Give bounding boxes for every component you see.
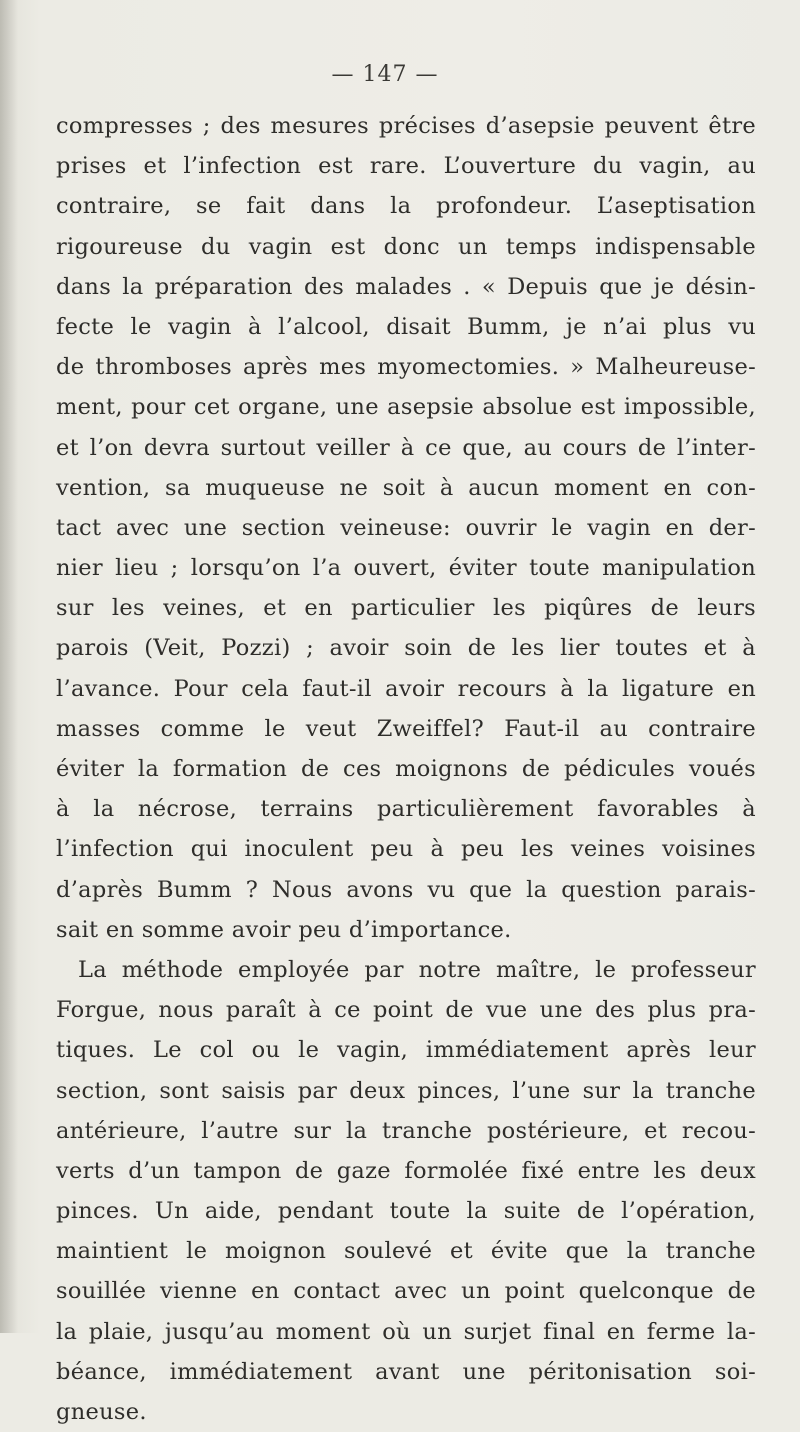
text-line: sur les veines, et en particulier les piqûres de leurs: [56, 595, 756, 622]
text-line: tact avec une section veineuse: ouvrir le vagin en der-: [56, 514, 756, 541]
paragraph-end-line: gneuse.: [56, 1399, 147, 1425]
body-text: [56, 106, 756, 1432]
text-line: l’avance. Pour cela faut-il avoir recours à la ligature en: [56, 675, 756, 702]
text-line: éviter la formation de ces moignons de pédicules voués: [56, 756, 756, 782]
text-line: tiques. Le col ou le vagin, immédiatement après leur: [56, 1037, 756, 1064]
text-line: béance, immédiatement avant une péritonisation soi-: [56, 1358, 756, 1385]
text-line: parois (Veit, Pozzi) ; avoir soin de les lier toutes et à: [56, 635, 756, 662]
text-line: verts d’un tampon de gaze formolée fixé entre les deux: [56, 1157, 756, 1184]
text-line: vention, sa muqueuse ne soit à aucun moment en con-: [56, 474, 756, 501]
text-line: prises et l’infection est rare. L’ouverture du vagin, au: [56, 153, 756, 180]
text-line: maintient le moignon soulevé et évite que la tranche: [56, 1238, 756, 1265]
paragraph-start-line: La méthode employée par notre maître, le professeur: [78, 956, 756, 983]
text-line: contraire, se fait dans la profondeur. L’aseptisation: [56, 193, 756, 220]
page-number: — 147 —: [331, 62, 439, 87]
text-line: dans la préparation des malades . « Depuis que je désin-: [56, 273, 756, 300]
text-line: rigoureuse du vagin est donc un temps indispensable: [56, 233, 756, 260]
text-line: de thromboses après mes myomectomies. » Malheureuse-: [56, 354, 756, 381]
text-line: d’après Bumm ? Nous avons vu que la question parais-: [56, 876, 756, 903]
page-gutter-shadow: [0, 0, 18, 1333]
text-line: Forgue, nous paraît à ce point de vue une des plus pra-: [56, 997, 756, 1024]
text-line: pinces. Un aide, pendant toute la suite de l’opération,: [56, 1198, 756, 1225]
text-line: la plaie, jusqu’au moment où un surjet final en ferme la-: [56, 1318, 756, 1345]
text-line: section, sont saisis par deux pinces, l’une sur la tranche: [56, 1077, 756, 1104]
text-line: à la nécrose, terrains particulièrement favorables à: [56, 796, 756, 823]
text-line: fecte le vagin à l’alcool, disait Bumm, je n’ai plus vu: [56, 313, 756, 340]
text-line: ment, pour cet organe, une asepsie absolue est impossible,: [56, 394, 756, 421]
text-line: souillée vienne en contact avec un point quelconque de: [56, 1278, 756, 1305]
text-line: antérieure, l’autre sur la tranche postérieure, et recou-: [56, 1117, 756, 1144]
text-line: l’infection qui inoculent peu à peu les veines voisines: [56, 836, 756, 863]
text-line: masses comme le veut Zweiffel? Faut-il au contraire: [56, 715, 756, 742]
text-line: et l’on devra surtout veiller à ce que, au cours de l’inter-: [56, 434, 756, 461]
text-line: compresses ; des mesures précises d’asepsie peuvent être: [56, 113, 756, 139]
text-line: nier lieu ; lorsqu’on l’a ouvert, éviter toute manipulation: [56, 555, 756, 582]
paragraph-end-line: sait en somme avoir peu d’importance.: [56, 916, 512, 943]
